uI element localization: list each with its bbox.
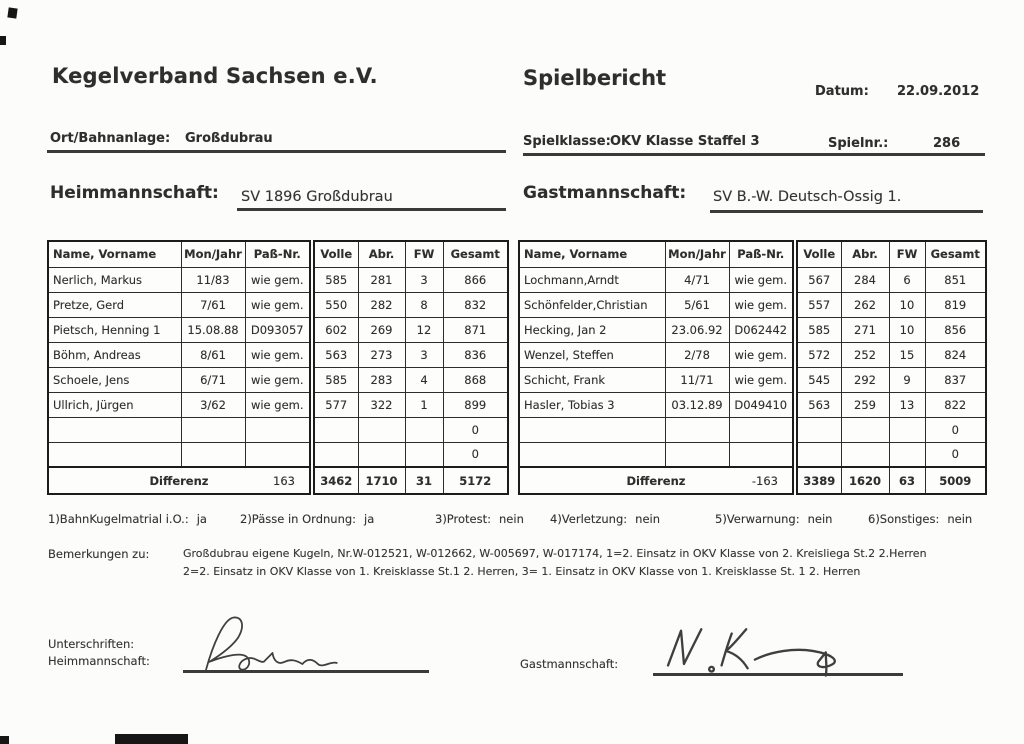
- table-row: [48, 342, 508, 367]
- table-row: [48, 267, 508, 292]
- home-score-table: [47, 240, 509, 495]
- signatures-label: Unterschriften:: [48, 637, 135, 651]
- table-cell: [889, 442, 925, 467]
- table-cell: 550: [312, 292, 358, 317]
- column-header: Abr.: [358, 241, 405, 267]
- differenz-label: Differenz: [626, 473, 686, 488]
- home-team-label: Heimmannschaft:: [50, 183, 219, 203]
- table-cell: [795, 417, 841, 442]
- table-cell: [181, 442, 245, 467]
- scan-artifact: [0, 736, 9, 744]
- table-cell: 832: [443, 292, 508, 317]
- table-cell: 12: [405, 317, 443, 342]
- table-cell: [48, 417, 181, 442]
- guest-table-body: [519, 267, 986, 467]
- table-cell: [358, 442, 405, 467]
- table-cell: [665, 442, 729, 467]
- table-cell: 0: [443, 442, 508, 467]
- table-cell: Böhm, Andreas: [48, 342, 181, 367]
- table-cell: 1: [405, 392, 443, 417]
- table-cell: Ullrich, Jürgen: [48, 392, 181, 417]
- table-row: [48, 317, 508, 342]
- table-row: [519, 317, 986, 342]
- total-volle: 3462: [312, 467, 358, 494]
- table-cell: 2/78: [665, 342, 729, 367]
- table-cell: [312, 442, 358, 467]
- doc-title: Spielbericht: [523, 66, 667, 90]
- table-cell: 11/71: [665, 367, 729, 392]
- table-cell: 3/62: [181, 392, 245, 417]
- checklist-item: [240, 512, 374, 526]
- table-cell: D062442: [729, 317, 795, 342]
- table-row: [519, 367, 986, 392]
- checklist-item: [550, 512, 660, 526]
- table-row: [519, 342, 986, 367]
- table-cell: 322: [358, 392, 405, 417]
- table-cell: 9: [889, 367, 925, 392]
- table-cell: 572: [795, 342, 841, 367]
- guest-score-table: [518, 240, 987, 495]
- column-header: Mon/Jahr: [181, 241, 245, 267]
- column-header: Paß-Nr.: [729, 241, 795, 267]
- table-cell: [841, 417, 889, 442]
- match-no-value: 286: [933, 136, 961, 151]
- table-cell: wie gem.: [729, 367, 795, 392]
- column-header: Volle: [312, 241, 358, 267]
- table-cell: [795, 442, 841, 467]
- table-cell: 545: [795, 367, 841, 392]
- total-gesamt: 5009: [925, 467, 986, 494]
- table-cell: [519, 442, 665, 467]
- table-cell: 273: [358, 342, 405, 367]
- checklist-value: nein: [947, 512, 973, 526]
- table-cell: 10: [889, 317, 925, 342]
- table-cell: [405, 442, 443, 467]
- checklist-label: 4)Verletzung:: [550, 512, 628, 526]
- table-cell: 819: [925, 292, 986, 317]
- table-cell: Pretze, Gerd: [48, 292, 181, 317]
- table-cell: 281: [358, 267, 405, 292]
- table-cell: 824: [925, 342, 986, 367]
- table-cell: [181, 417, 245, 442]
- table-cell: [889, 417, 925, 442]
- guest-team-label: Gastmannschaft:: [523, 183, 687, 203]
- table-cell: 252: [841, 342, 889, 367]
- scan-artifact: [7, 7, 17, 18]
- table-cell: 899: [443, 392, 508, 417]
- table-cell: 585: [795, 317, 841, 342]
- org-title: Kegelverband Sachsen e.V.: [52, 64, 378, 88]
- table-cell: [48, 442, 181, 467]
- guest-team-underline: [710, 210, 983, 213]
- total-gesamt: 5172: [443, 467, 508, 494]
- table-cell: [405, 417, 443, 442]
- table-cell: [841, 442, 889, 467]
- table-cell: 0: [443, 417, 508, 442]
- table-cell: Schicht, Frank: [519, 367, 665, 392]
- location-value: Großdubrau: [185, 131, 273, 146]
- table-cell: 0: [925, 442, 986, 467]
- table-cell: 4: [405, 367, 443, 392]
- table-row: [519, 267, 986, 292]
- date-value: 22.09.2012: [897, 84, 980, 99]
- table-cell: 0: [925, 417, 986, 442]
- table-cell: Schönfelder,Christian: [519, 292, 665, 317]
- column-header: Paß-Nr.: [245, 241, 312, 267]
- checklist-item: [868, 512, 972, 526]
- guest-team-name: SV B.-W. Deutsch-Ossig 1.: [713, 189, 902, 205]
- table-cell: 292: [841, 367, 889, 392]
- table-cell: 836: [443, 342, 508, 367]
- table-row: [519, 417, 986, 442]
- guest-signature-label: Gastmannschaft:: [520, 657, 619, 671]
- table-row: [519, 392, 986, 417]
- table-cell: wie gem.: [245, 267, 312, 292]
- table-cell: Lochmann,Arndt: [519, 267, 665, 292]
- differenz-cell: [519, 467, 795, 494]
- total-abr: 1620: [841, 467, 889, 494]
- table-cell: wie gem.: [245, 292, 312, 317]
- table-cell: 577: [312, 392, 358, 417]
- table-cell: 6: [889, 267, 925, 292]
- checklist-value: nein: [499, 512, 524, 526]
- table-cell: 269: [358, 317, 405, 342]
- table-cell: 851: [925, 267, 986, 292]
- table-cell: 10: [889, 292, 925, 317]
- remarks-label: Bemerkungen zu:: [48, 547, 150, 561]
- checklist-label: 2)Pässe in Ordnung:: [240, 512, 357, 526]
- table-cell: Hasler, Tobias 3: [519, 392, 665, 417]
- table-cell: [729, 442, 795, 467]
- total-volle: 3389: [795, 467, 841, 494]
- table-cell: D093057: [245, 317, 312, 342]
- guest-signature-line: [653, 673, 903, 676]
- column-header: Abr.: [841, 241, 889, 267]
- table-cell: 259: [841, 392, 889, 417]
- table-cell: 8/61: [181, 342, 245, 367]
- column-header: Mon/Jahr: [665, 241, 729, 267]
- table-cell: Pietsch, Henning 1: [48, 317, 181, 342]
- table-cell: 5/61: [665, 292, 729, 317]
- column-header: Gesamt: [925, 241, 986, 267]
- checklist-label: 6)Sonstiges:: [868, 512, 940, 526]
- table-cell: 822: [925, 392, 986, 417]
- checklist-label: 1)BahnKugelmatrial i.O.:: [48, 512, 189, 526]
- checklist-label: 5)Verwarnung:: [715, 512, 800, 526]
- table-cell: wie gem.: [245, 392, 312, 417]
- league-underline: [523, 153, 985, 156]
- table-cell: wie gem.: [245, 342, 312, 367]
- table-cell: [312, 417, 358, 442]
- remarks-line: 2=2. Einsatz in OKV Klasse von 1. Kreisklasse St.1 2. Herren, 3= 1. Einsatz in OKV Klasse von 1. Kreisklasse St. 1 2. Herren: [183, 565, 861, 578]
- differenz-cell: [48, 467, 312, 494]
- table-row: [48, 367, 508, 392]
- home-team-name: SV 1896 Großdubrau: [241, 189, 393, 205]
- table-cell: 585: [312, 267, 358, 292]
- table-cell: 866: [443, 267, 508, 292]
- table-cell: 271: [841, 317, 889, 342]
- checklist-item: [48, 512, 207, 526]
- table-cell: 856: [925, 317, 986, 342]
- table-cell: 563: [795, 392, 841, 417]
- table-cell: 15: [889, 342, 925, 367]
- table-cell: 563: [312, 342, 358, 367]
- checklist-value: ja: [196, 512, 207, 526]
- column-header: Name, Vorname: [48, 241, 181, 267]
- table-cell: 602: [312, 317, 358, 342]
- table-cell: D049410: [729, 392, 795, 417]
- table-cell: [245, 442, 312, 467]
- table-row: [48, 417, 508, 442]
- table-cell: Nerlich, Markus: [48, 267, 181, 292]
- column-header: Volle: [795, 241, 841, 267]
- table-cell: 557: [795, 292, 841, 317]
- table-cell: 3: [405, 267, 443, 292]
- checklist-label: 3)Protest:: [435, 512, 492, 526]
- table-cell: wie gem.: [245, 367, 312, 392]
- scan-artifact: [0, 36, 6, 45]
- column-header: Gesamt: [443, 241, 508, 267]
- home-signature-icon: [190, 612, 355, 674]
- table-cell: 567: [795, 267, 841, 292]
- table-cell: 11/83: [181, 267, 245, 292]
- remarks-line: Großdubrau eigene Kugeln, Nr.W-012521, W-012662, W-005697, W-017174, 1=2. Einsatz in OKV Klasse von 2. Kreisliega St.2 2.Herren: [183, 547, 927, 560]
- table-cell: [519, 417, 665, 442]
- location-underline: [47, 150, 506, 153]
- table-cell: [245, 417, 312, 442]
- guest-signature-icon: [650, 622, 880, 677]
- checklist-value: nein: [807, 512, 833, 526]
- table-header-row: [48, 241, 508, 267]
- table-cell: 23.06.92: [665, 317, 729, 342]
- table-cell: Schoele, Jens: [48, 367, 181, 392]
- table-cell: 6/71: [181, 367, 245, 392]
- home-team-underline: [237, 208, 506, 211]
- table-row: [519, 292, 986, 317]
- table-cell: wie gem.: [729, 267, 795, 292]
- table-cell: [729, 417, 795, 442]
- home-table-body: [48, 267, 508, 467]
- table-header-row: [519, 241, 986, 267]
- total-abr: 1710: [358, 467, 405, 494]
- table-cell: 4/71: [665, 267, 729, 292]
- table-cell: wie gem.: [729, 342, 795, 367]
- table-cell: [665, 417, 729, 442]
- differenz-value: 163: [273, 473, 295, 488]
- checklist-item: [715, 512, 832, 526]
- table-row: [519, 442, 986, 467]
- table-cell: 03.12.89: [665, 392, 729, 417]
- home-signature-label: Heimmannschaft:: [48, 654, 150, 668]
- table-row: [48, 292, 508, 317]
- table-cell: 283: [358, 367, 405, 392]
- table-cell: 8: [405, 292, 443, 317]
- table-cell: 871: [443, 317, 508, 342]
- column-header: FW: [889, 241, 925, 267]
- league-label: Spielklasse:: [523, 134, 611, 149]
- table-cell: 837: [925, 367, 986, 392]
- date-label: Datum:: [815, 84, 869, 99]
- checklist-value: ja: [364, 512, 375, 526]
- location-label: Ort/Bahnanlage:: [50, 131, 171, 146]
- total-fw: 63: [889, 467, 925, 494]
- table-row: [48, 442, 508, 467]
- scan-artifact: [115, 734, 188, 744]
- league-value: OKV Klasse Staffel 3: [610, 134, 760, 149]
- table-cell: 7/61: [181, 292, 245, 317]
- column-header: Name, Vorname: [519, 241, 665, 267]
- table-cell: 3: [405, 342, 443, 367]
- table-cell: 13: [889, 392, 925, 417]
- table-cell: [358, 417, 405, 442]
- differenz-label: Differenz: [149, 473, 209, 488]
- table-footer-row: [48, 467, 508, 494]
- table-cell: 282: [358, 292, 405, 317]
- checklist-item: [435, 512, 524, 526]
- checklist-value: nein: [635, 512, 661, 526]
- table-footer-row: [519, 467, 986, 494]
- table-cell: 585: [312, 367, 358, 392]
- table-cell: 284: [841, 267, 889, 292]
- table-cell: 15.08.88: [181, 317, 245, 342]
- table-cell: wie gem.: [729, 292, 795, 317]
- table-cell: 868: [443, 367, 508, 392]
- table-cell: Hecking, Jan 2: [519, 317, 665, 342]
- total-fw: 31: [405, 467, 443, 494]
- differenz-value: -163: [751, 473, 778, 488]
- home-signature-line: [183, 670, 429, 673]
- column-header: FW: [405, 241, 443, 267]
- table-cell: 262: [841, 292, 889, 317]
- match-no-label: Spielnr.:: [828, 136, 889, 151]
- table-cell: Wenzel, Steffen: [519, 342, 665, 367]
- table-row: [48, 392, 508, 417]
